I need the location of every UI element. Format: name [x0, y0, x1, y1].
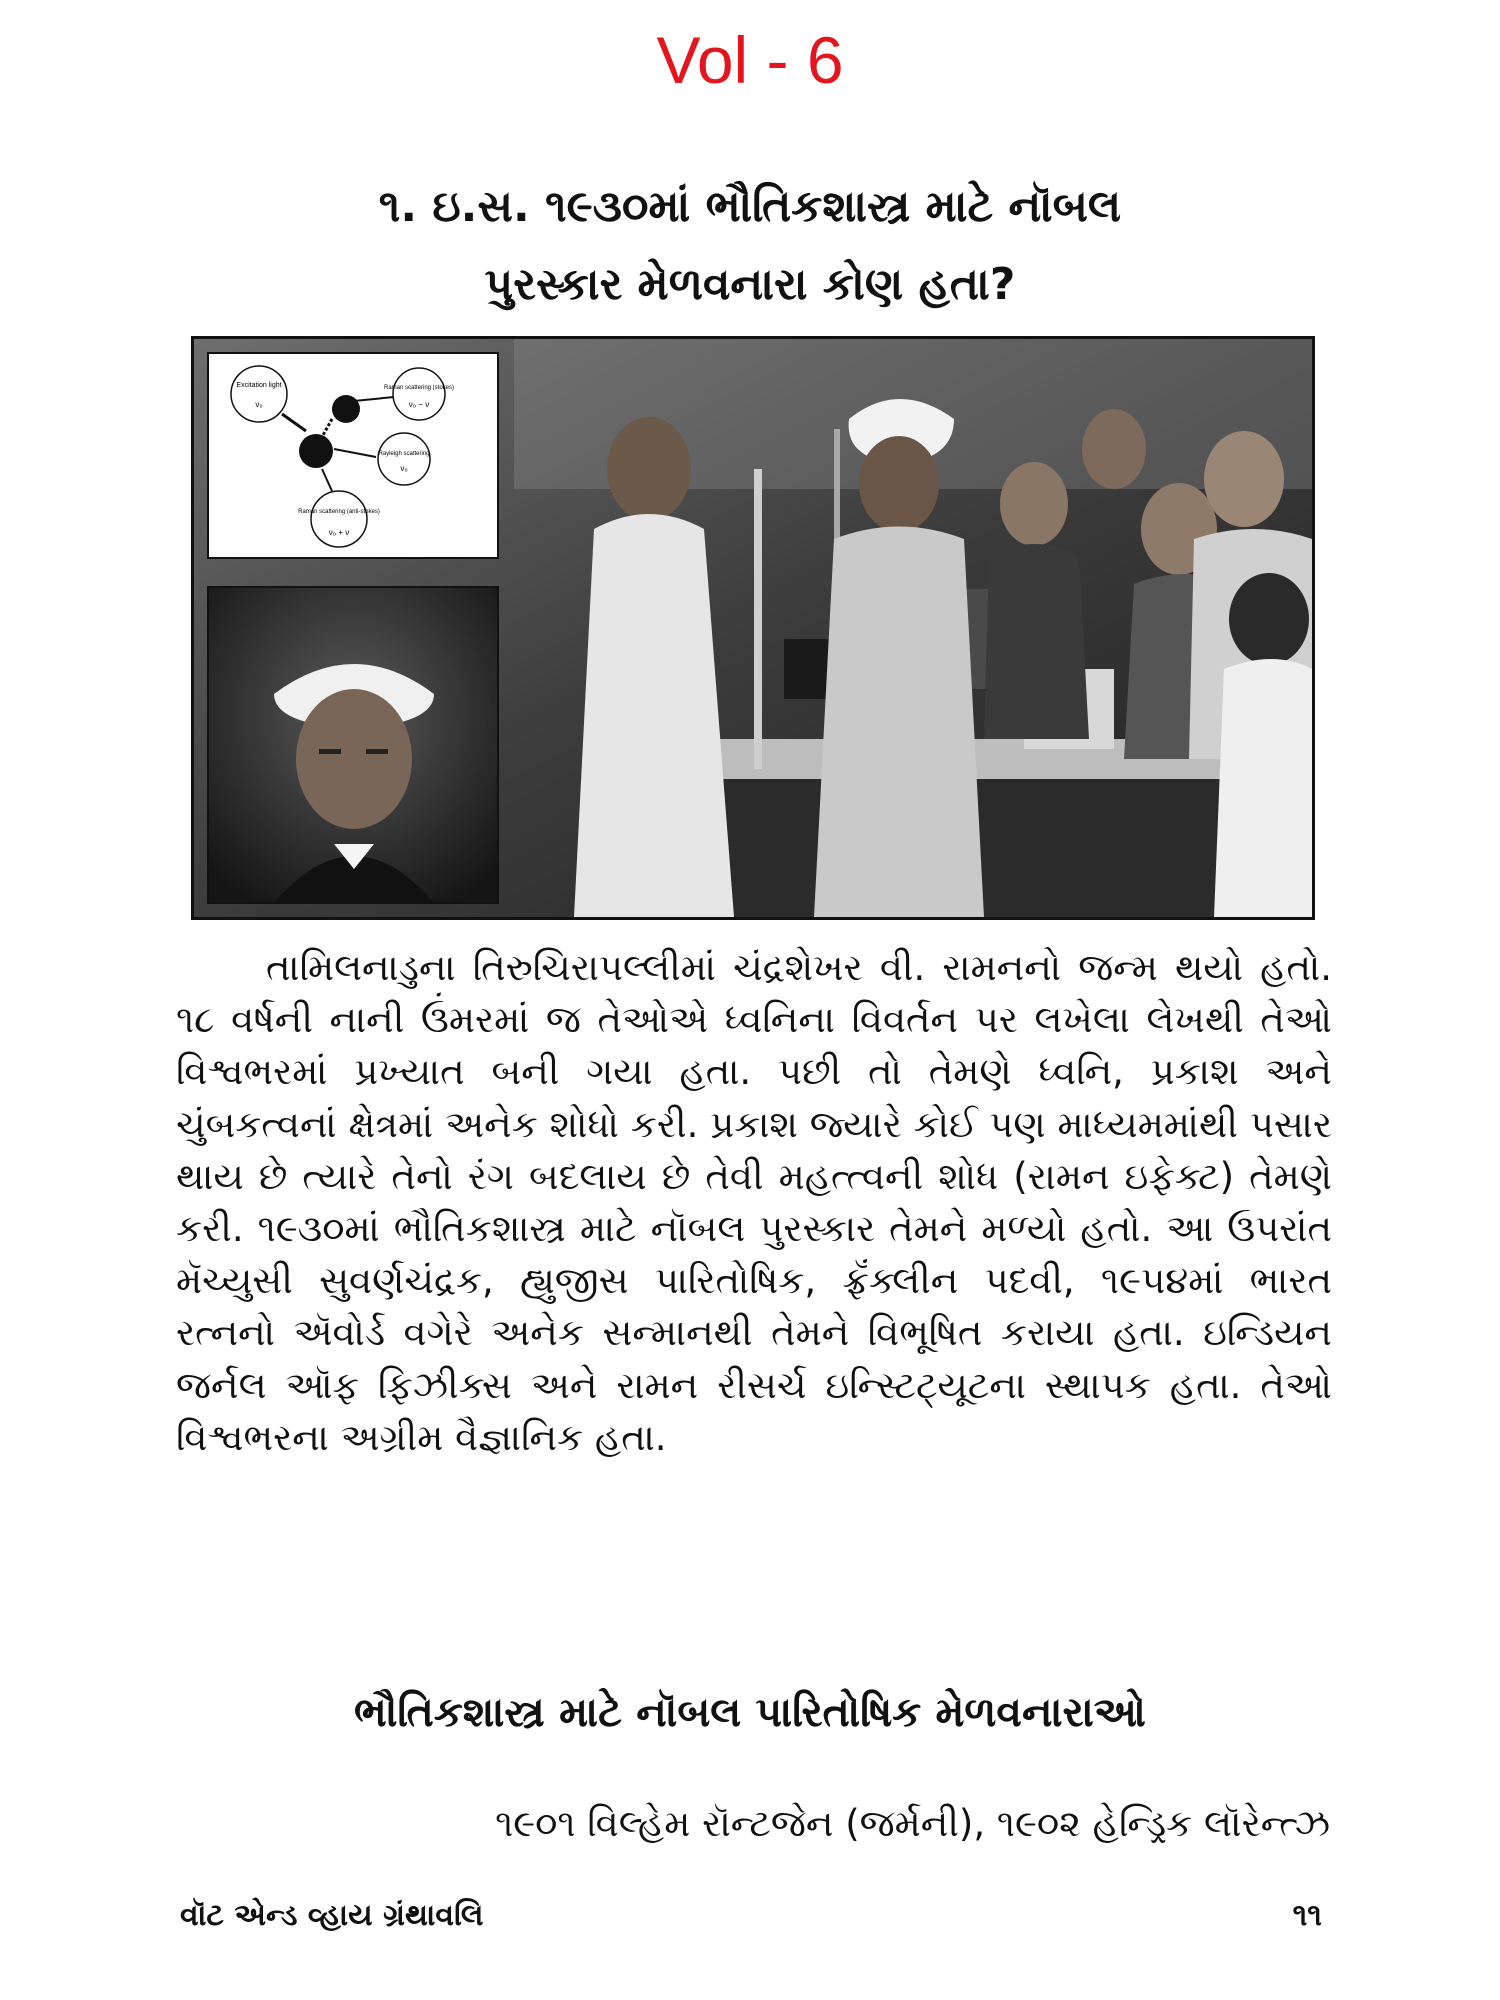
- diagram-label-nu0-minus: ν₀ − ν: [408, 400, 430, 409]
- question-line-1: ૧. ઇ.સ. ૧૯૩૦માં ભૌતિકશાસ્ત્ર માટે નૉબલ: [378, 181, 1122, 232]
- diagram-label-raman-antistokes: Raman scattering (anti-stokes): [298, 509, 380, 515]
- diagram-label-rayleigh: Rayleigh scattering: [378, 451, 430, 457]
- volume-label: Vol - 6: [656, 23, 844, 97]
- raman-portrait: [208, 587, 498, 903]
- question-heading: [160, 168, 1340, 324]
- diagram-label-excitation: Excitation light: [236, 382, 282, 389]
- article-paragraph: તામિલનાડુના તિરુચિરાપલ્લીમાં ચંદ્રશેખર વી. રામનનો જન્મ થયો હતો. ૧૮ વર્ષની નાની ઉંમરમાં જ તેઓએ ધ્વનિના વિવર્તન પર લખેલા લેખથી તેઓ વિશ્વભરમાં પ્રખ્યાત બની ગયા હતા. પછી તો તેમણે ધ્વનિ, પ્રકાશ અને ચુંબકત્વનાં ક્ષેત્રમાં અનેક શોધો કરી. પ્રકાશ જ્યારે કોઈ પણ માધ્યમમાંથી પસાર થાય છે ત્યારે તેનો રંગ બદલાય છે તેવી મહત્ત્વની શોધ (રામન ઇફેક્ટ) તેમણે કરી. ૧૯૩૦માં ભૌતિકશાસ્ત્ર માટે નૉબલ પુરસ્કાર તેમને મળ્યો હતો. આ ઉપરાંત મૅચ્યુસી સુવર્ણચંદ્રક, હ્યુજીસ પારિતોષિક, ફ્રૅંક્લીન પદવી, ૧૯૫૪માં ભારત રત્નનો ઍવોર્ડ વગેરે અનેક સન્માનથી તેમને વિભૂષિત કરાયા હતા. ઇન્ડિયન જર્નલ ઑફ ફિઝીક્સ અને રામન રીસર્ચ ઇન્સ્ટિટ્યૂટના સ્થાપક હતા. તેઓ વિશ્વભરના અગ્રીમ વૈજ્ઞાનિક હતા.: [176, 946, 1332, 1459]
- section-subheading: ભૌતિકશાસ્ત્ર માટે નૉબલ પારિતોષિક મેળવનારાઓ: [354, 1688, 1146, 1736]
- series-title: વૉટ એન્ડ વ્હાય ગ્રંથાવલિ: [180, 1898, 484, 1933]
- article-body: [176, 942, 1332, 1464]
- diagram-label-nu0-a: ν₀: [255, 400, 263, 409]
- diagram-label-nu0-plus: ν₀ + ν: [328, 528, 350, 537]
- question-line-2: પુરસ્કાર મેળવનારા કોણ હતા?: [484, 259, 1016, 310]
- collage-illustration: [194, 339, 1312, 917]
- diagram-label-nu0-b: ν₀: [400, 464, 408, 473]
- page-number: ૧૧: [1292, 1898, 1322, 1933]
- raman-scattering-diagram: [208, 353, 498, 558]
- photo-collage: [191, 336, 1315, 920]
- winners-list-line: ૧૯૦૧ વિલ્હેમ રૉન્ટજેન (જર્મની), ૧૯૦૨ હેન્ડ્રિક લૉરેન્ત્ઝ: [495, 1802, 1330, 1845]
- diagram-label-raman-stokes: Raman scattering (stokes): [383, 385, 455, 391]
